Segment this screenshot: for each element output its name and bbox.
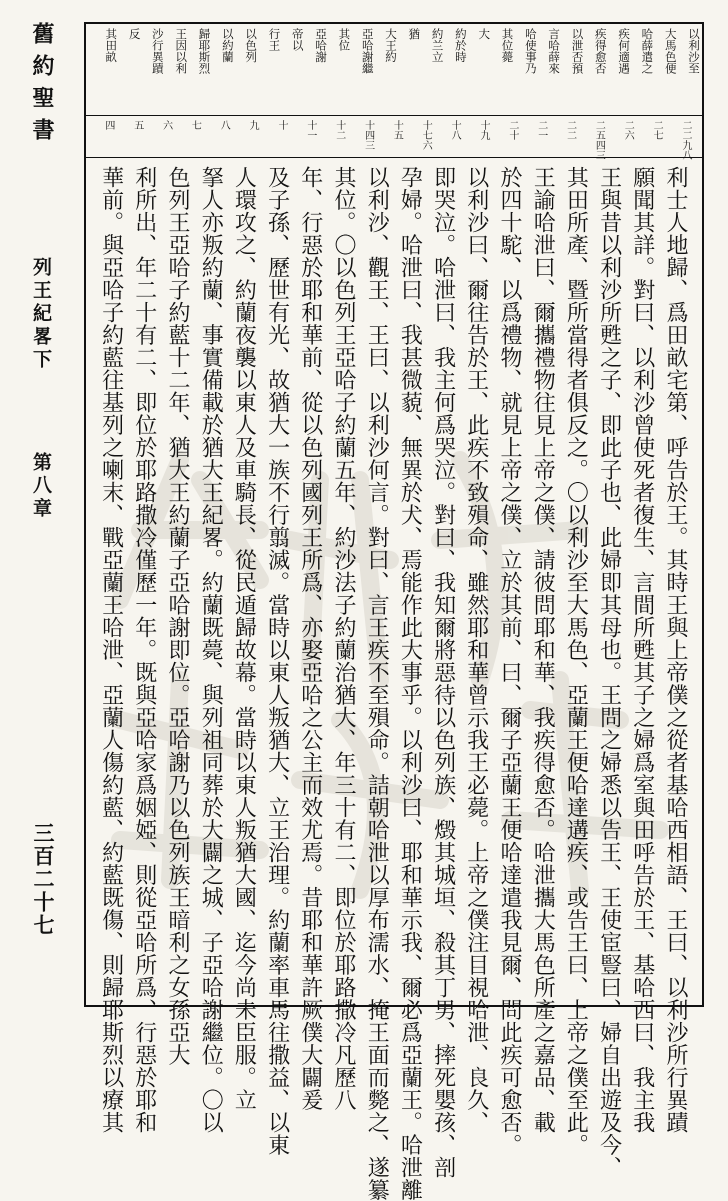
headnote-column: 王因以利 — [174, 28, 189, 74]
body-text-column: 孕婦。哈泄曰、我甚微藐、無異於犬、焉能作此大事乎。以利沙曰、耶和華示我、爾必爲亞蘭王。哈泄離 — [397, 166, 423, 1201]
headnote-column: 其田畝 — [104, 28, 119, 63]
book-title: 舊約聖書 — [29, 22, 54, 150]
headnote-column: 大 — [477, 28, 492, 40]
verse-number: 二五四三 — [593, 120, 605, 160]
verse-number: 十二 — [333, 120, 345, 140]
headnote-column: 哈薛遣之 — [640, 28, 655, 74]
headnote-column: 亞哈謝 — [314, 28, 329, 63]
verse-number: 七 — [189, 120, 201, 130]
body-text-column: 願聞其詳。對曰、以利沙曾使死者復生、言間所甦其子之婦爲室與田呼告於王、基哈西曰、我主我 — [629, 166, 655, 1134]
verse-number: 八 — [218, 120, 230, 130]
headnote-column: 反 — [127, 28, 142, 40]
headnote-column: 疾得愈否 — [593, 28, 608, 74]
headnote-column: 亞哈謝繼 — [360, 28, 375, 74]
verse-number: 二二九八 — [680, 120, 691, 160]
body-text-column: 以利沙、觀王、王曰、以利沙何言。對曰、言王疾不至殞命。詰朝哈泄以厚布濡水、掩王面而斃之、遂纂 — [364, 166, 390, 1201]
body-text-column: 色列王亞哈子約藍十二年、猶大王約蘭子亞哈謝即位。亞哈謝乃以色列族王暗利之女孫亞大 — [165, 166, 190, 1066]
verse-number: 十九 — [478, 120, 489, 140]
verse-number: 十一 — [304, 120, 316, 140]
body-text-column: 利士人地歸、爲田畝宅第、呼告於王。其時王與上帝僕之從者基哈西相語、王曰、以利沙所行異蹟 — [663, 166, 688, 1134]
body-text-column: 即哭泣。哈泄曰、我主何爲哭泣。對曰、我知爾將惡待以色列族、燬其城垣、殺其丁男、摔死嬰孩、剖 — [430, 166, 456, 1179]
headnote-column: 猶 — [407, 28, 422, 40]
headnote-column: 以約蘭 — [220, 28, 235, 63]
text-frame — [84, 22, 704, 1201]
headnote-column: 其位 — [337, 28, 352, 51]
page-number: 三百二十七 — [31, 822, 55, 937]
verse-number: 二六 — [622, 120, 634, 140]
body-text-column: 其位。〇以色列王亞哈子約蘭五年、約沙法子約蘭治猶大、年三十有二、即位於耶路撒冷凡歷八 — [331, 166, 356, 1111]
verse-number: 十五 — [391, 120, 403, 140]
verse-number: 十四三 — [362, 120, 374, 150]
section-title: 列王紀畧下 — [30, 257, 52, 372]
verse-number: 十七六 — [420, 120, 432, 150]
headnote-band — [86, 24, 702, 116]
verse-number: 二七 — [651, 120, 663, 140]
chapter-label: 第八章 — [30, 452, 52, 521]
verse-number: 二一 — [535, 120, 547, 140]
headnote-column: 大馬色便 — [663, 28, 678, 74]
headnote-column: 帝以 — [290, 28, 305, 51]
body-text-column: 以利沙曰、爾往告於王、此疾不致殞命、雖然耶和華曾示我王必薨。上帝之僕注目視哈泄、良久、 — [463, 166, 489, 1134]
verse-number: 六 — [160, 120, 172, 130]
verse-number: 四 — [102, 120, 114, 130]
verse-number: 十 — [276, 120, 287, 130]
body-text-column: 王諭哈泄曰、爾攜禮物往見上帝之僕、請彼問耶和華、我疾得愈否。哈泄攜大馬色所產之嘉品、載 — [530, 166, 556, 1134]
headnote-column: 沙行異蹟 — [150, 28, 165, 74]
headnote-column: 行王 — [267, 28, 282, 51]
body-text-column: 人環攻之、約蘭夜襲以東人及車騎長、從民遁歸故幕。當時以東人叛猶大國、迄今尚未臣服。立 — [231, 166, 257, 1111]
headnote-column: 哈使事乃 — [523, 28, 538, 74]
body-text-column: 年、行惡於耶和華前、從以色列國列王所爲、亦娶亞哈之公主而效尤焉。昔耶和華許厥僕大闢爰 — [297, 166, 323, 1111]
headnote-column: 約兰立 — [430, 28, 445, 63]
body-text-column: 其田所產、暨所當得者俱反之。〇以利沙至大馬色、亞蘭王便哈達遘疾、或告王曰、上帝之僕至此。 — [563, 166, 589, 1156]
body-text-column: 拏人亦叛約蘭、事實備載於猶大王紀畧。約蘭既薨、與列祖同葬於大闢之城、子亞哈謝繼位。〇以 — [198, 166, 224, 1134]
body-text-column: 華前。與亞哈子約藍往基列之喇末、戰亞蘭王哈泄、亞蘭人傷約藍、約藍既傷、則歸耶斯烈以療其 — [98, 166, 124, 1134]
headnote-column: 以利沙至 — [687, 28, 701, 74]
verse-number: 十八 — [449, 120, 461, 140]
body-text-column: 利所出、年二十有二、即位於耶路撒冷僅歷一年。既與亞哈家爲姻婭、則從亞哈所爲、行惡於耶和 — [131, 166, 157, 1134]
headnote-column: 大王約 — [384, 28, 398, 63]
headnote-column: 言哈薛來 — [547, 28, 562, 74]
headnote-column: 疾何適遇 — [617, 28, 632, 74]
verse-number: 二十 — [506, 120, 518, 140]
headnote-column: 其位薨 — [500, 28, 515, 63]
body-text-column: 於四十駝、以爲禮物、就見上帝之僕、立於其前、曰、爾子亞蘭王便哈達遣我見爾、問此疾可愈否。 — [497, 166, 522, 1156]
verse-number: 五 — [131, 120, 143, 130]
running-head — [18, 22, 74, 1007]
headnote-column: 以色列 — [244, 28, 259, 63]
verse-number-band — [86, 116, 702, 158]
body-text-column: 王與昔以利沙所甦之子、即此子也、此婦即其母也。王問之婦悉以告王、王使宦豎曰、婦自出遊及今、 — [596, 166, 622, 1179]
headnote-column: 以泄否預 — [570, 28, 585, 74]
headnote-column: 歸耶斯烈 — [197, 28, 212, 74]
verse-number: 二二 — [564, 120, 576, 140]
headnote-column: 約於時 — [453, 28, 468, 63]
body-text-column: 及子孫、歷世有光、故猶大一族不行翦滅。當時以東人叛猶大、立王治理。約蘭率車馬往撒益、以東 — [264, 166, 290, 1156]
verse-number: 九 — [247, 120, 259, 130]
